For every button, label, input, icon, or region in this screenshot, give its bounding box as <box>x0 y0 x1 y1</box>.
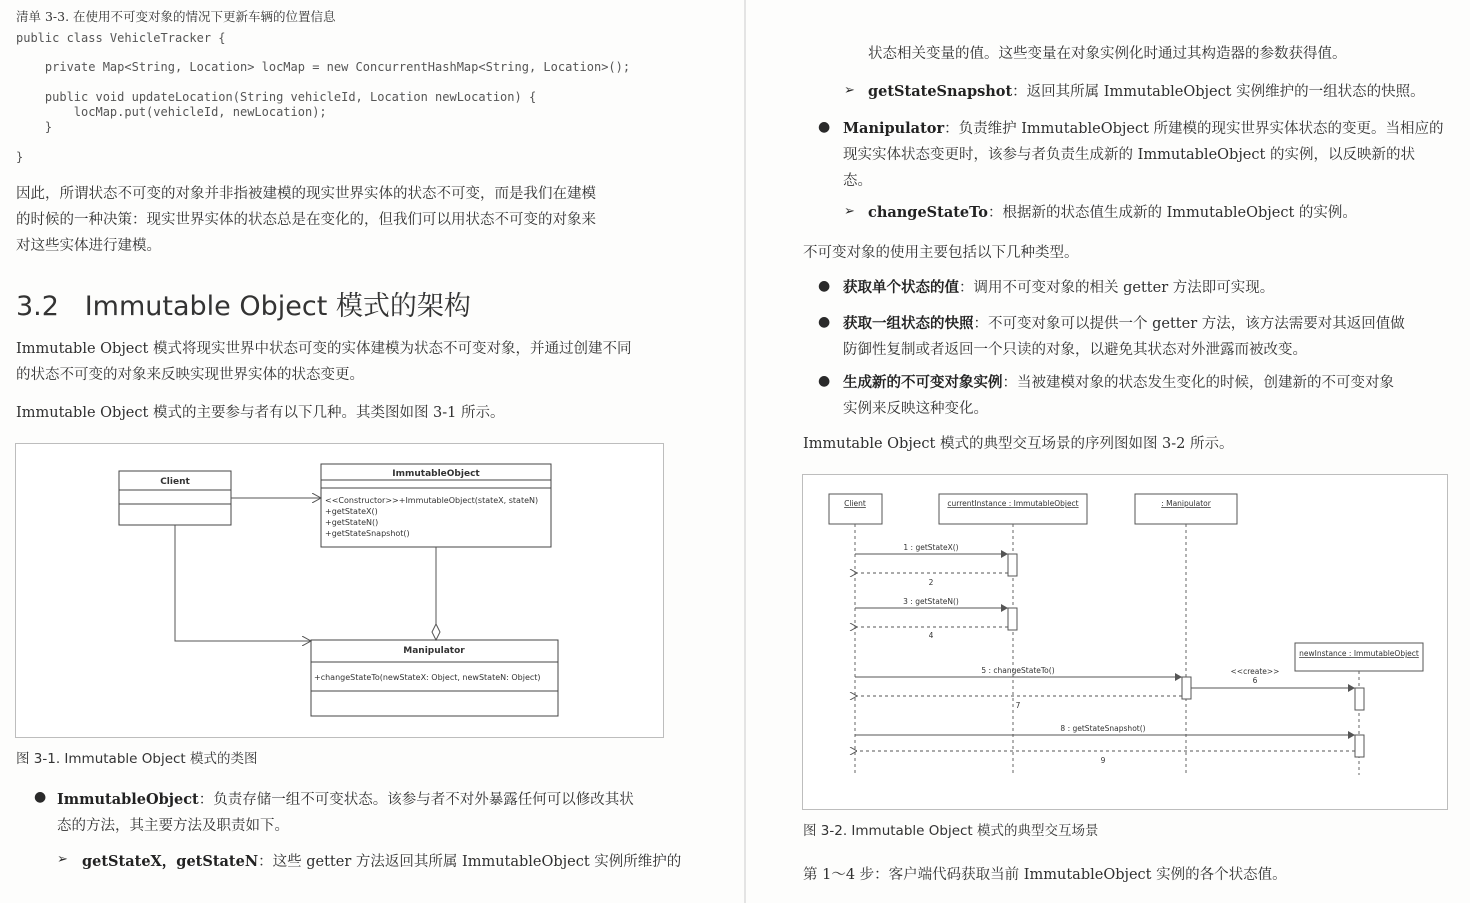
section-title: Immutable Object 模式的架构 <box>84 291 471 322</box>
message-7-label: 7 <box>1015 701 1021 710</box>
activation-3 <box>1182 677 1191 699</box>
bullet-dot: ● <box>818 278 831 294</box>
figure-3-2-caption: 图 3-2. Immutable Object 模式的典型交互场景 <box>803 823 1099 839</box>
use-single-state: 获取单个状态的值：调用不可变对象的相关 getter 方法即可实现。 <box>843 279 1275 296</box>
paragraph-participants: Immutable Object 模式的主要参与者有以下几种。其类图如图 3-1 所示。 <box>16 405 505 421</box>
section-heading <box>16 284 471 323</box>
lifeline-manipulator <box>1135 494 1237 775</box>
figure-3-1-caption: 图 3-1. Immutable Object 模式的类图 <box>16 751 258 767</box>
term-getstatesnapshot: getStateSnapshot <box>868 83 1013 100</box>
lifeline-manipulator-label: : Manipulator <box>1161 499 1211 508</box>
bullet-dot: ● <box>34 789 47 805</box>
paragraph-sequence-intro: Immutable Object 模式的典型交互场景的序列图如图 3-2 所示。 <box>803 436 1234 452</box>
activation-1 <box>1008 554 1017 576</box>
message-1-label: 1 : getStateX() <box>903 543 959 552</box>
term-changestateto: changeStateTo <box>868 204 988 221</box>
code-line-2: private Map<String, Location> locMap = new ConcurrentHashMap<String, Location>(); <box>16 60 631 74</box>
code-line-1: public class VehicleTracker { <box>16 31 226 45</box>
sub-bullet-changestateto: changeStateTo：根据新的状态值生成新的 ImmutableObject 的实例。 <box>868 204 1357 221</box>
activation-2 <box>1008 608 1017 630</box>
manipulator-class-box <box>311 640 558 716</box>
paragraph-usage-types: 不可变对象的使用主要包括以下几种类型。 <box>803 245 1079 261</box>
paragraph-pattern-intro: Immutable Object 模式将现实世界中状态可变的实体建模为状态不可变对象，并通过创建不同 的状态不可变的对象来反映实现世界实体的状态变更。 <box>16 341 632 383</box>
message-2-label: 2 <box>928 578 934 587</box>
term-immutable-object: ImmutableObject <box>57 791 199 808</box>
bullet-dot: ● <box>818 119 831 135</box>
term-new-instance: 生成新的不可变对象实例 <box>843 374 1003 391</box>
code-line-3: public void updateLocation(String vehicleId, Location newLocation) { <box>16 90 537 104</box>
message-9-label: 9 <box>1100 756 1106 765</box>
use-state-snapshot: 获取一组状态的快照：不可变对象可以提供一个 getter 方法，该方法需要对其返回值做 防御性复制或者返回一个只读的对象，以避免其状态对外泄露而被改变。 <box>843 315 1405 358</box>
immutable-object-class-box <box>321 464 551 547</box>
section-number: 3.2 <box>16 291 59 322</box>
method-getstatex: +getStateX() <box>325 507 378 516</box>
lifeline-client <box>829 494 882 775</box>
client-to-manipulator-association <box>175 525 311 641</box>
bullet-immutable-object: ImmutableObject：负责存储一组不可变状态。该参与者不对外暴露任何可以修改其状 态的方法，其主要方法及职责如下。 <box>57 791 634 834</box>
client-class-name: Client <box>160 477 190 487</box>
activation-4 <box>1355 688 1364 710</box>
bullet-dot: ● <box>818 314 831 330</box>
sub-bullet-arrow: ➢ <box>844 204 855 219</box>
term-manipulator: Manipulator <box>843 120 945 137</box>
method-getstaten: +getStateN() <box>325 518 379 527</box>
sequence-diagram-figure <box>802 474 1448 810</box>
code-line-5: } <box>16 120 53 134</box>
sub-bullet-arrow: ➢ <box>844 83 855 98</box>
paragraph-steps-1-4: 第 1～4 步：客户端代码获取当前 ImmutableObject 实例的各个状态值。 <box>803 867 1287 883</box>
term-getstatex-getstaten: getStateX，getStateN <box>82 853 259 870</box>
sub-bullet-getstatesnapshot: getStateSnapshot：返回其所属 ImmutableObject 实例维护的一组状态的快照。 <box>868 83 1425 100</box>
message-8-label: 8 : getStateSnapshot() <box>1060 724 1146 733</box>
sub-bullet-arrow: ➢ <box>57 852 68 867</box>
continued-line: 状态相关变量的值。这些变量在对象实例化时通过其构造器的参数获得值。 <box>868 46 1347 62</box>
listing-title: 清单 3-3. 在使用不可变对象的情况下更新车辆的位置信息 <box>16 9 336 24</box>
bullet-manipulator: Manipulator：负责维护 ImmutableObject 所建模的现实世界实体状态的变更。当相应的 现实实体状态变更时，该参与者负责生成新的 ImmutableObject 的实例，以反映新的状 态。 <box>843 120 1444 189</box>
lifeline-client-label: Client <box>844 499 866 508</box>
immutable-object-class-name: ImmutableObject <box>392 469 480 479</box>
sequence-diagram <box>803 475 1447 809</box>
code-line-4: locMap.put(vehicleId, newLocation); <box>16 105 327 119</box>
class-diagram-figure <box>15 443 664 738</box>
bullet-dot: ● <box>818 373 831 389</box>
method-constructor: <<Constructor>>+ImmutableObject(stateX, stateN) <box>325 496 539 505</box>
paragraph-state-modeling: 因此，所谓状态不可变的对象并非指被建模的现实世界实体的状态不可变，而是我们在建模 的时候的一种决策：现实世界实体的状态总是在变化的，但我们可以用状态不可变的对象来 对这些实体进行建模。 <box>16 186 596 254</box>
message-3-label: 3 : getStateN() <box>903 597 959 606</box>
right-page <box>746 0 1470 903</box>
method-getstatesnapshot: +getStateSnapshot() <box>325 529 410 538</box>
term-single-state: 获取单个状态的值 <box>843 279 959 296</box>
class-diagram <box>16 444 663 737</box>
message-5-label: 5 : changeStateTo() <box>981 666 1055 675</box>
lifeline-current-label: currentInstance : ImmutableObject <box>947 499 1079 508</box>
sub-bullet-getstate: getStateX，getStateN：这些 getter 方法返回其所属 ImmutableObject 实例所维护的 <box>82 853 682 870</box>
code-line-6: } <box>16 150 24 164</box>
create-stereotype-label: <<create>> <box>1230 667 1280 676</box>
aggregation-diamond <box>432 624 440 640</box>
term-state-snapshot: 获取一组状态的快照 <box>843 315 974 332</box>
manipulator-class-name: Manipulator <box>403 646 465 656</box>
use-new-instance: 生成新的不可变对象实例：当被建模对象的状态发生变化的时候，创建新的不可变对象 实例来反映这种变化。 <box>843 374 1394 417</box>
lifeline-new-instance-label: newInstance : ImmutableObject <box>1299 649 1419 658</box>
activation-5 <box>1355 735 1364 757</box>
method-changestateto: +changeStateTo(newStateX: Object, newStateN: Object) <box>314 673 541 682</box>
client-class-box <box>119 471 231 525</box>
message-4-label: 4 <box>928 631 934 640</box>
message-6-label: 6 <box>1252 676 1258 685</box>
